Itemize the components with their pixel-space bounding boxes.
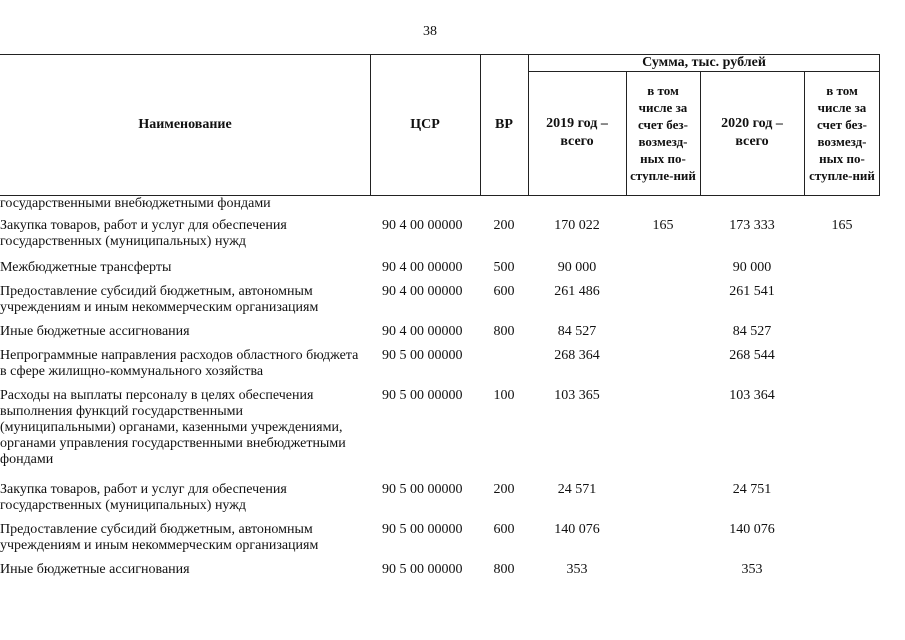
row-vr: 200 [493, 482, 515, 497]
row-vr: 500 [493, 260, 515, 275]
row-vr: 100 [493, 388, 515, 403]
col-divider [804, 71, 805, 196]
row-name: Расходы на выплаты персоналу в целях обеспечения выполнения функций государственными (муниципальными) органами, казенными учреждениями, органами управления государственными внебюджетными фондами [0, 388, 346, 467]
table-row [0, 482, 880, 522]
row-name: Непрограммные направления расходов областного бюджета в сфере жилищно-коммунального хозяйства [0, 348, 359, 379]
row-name: Иные бюджетные ассигнования [0, 324, 190, 339]
row-2020: 140 076 [729, 522, 775, 537]
row-csr: 90 5 00 00000 [382, 522, 463, 537]
table-row [0, 324, 880, 348]
row-name: Предоставление субсидий бюджетным, автономным учреждениям и иным некоммерческим организациям [0, 284, 319, 315]
table-row [0, 522, 880, 562]
row-csr: 90 5 00 00000 [382, 348, 463, 363]
row-csr: 90 5 00 00000 [382, 482, 463, 497]
page-number: 38 [423, 24, 437, 39]
row-2019: 353 [566, 562, 588, 577]
row-2019: 90 000 [557, 260, 597, 275]
table-row [0, 218, 880, 260]
row-vr: 600 [493, 522, 515, 537]
row-name: Предоставление субсидий бюджетным, автономным учреждениям и иным некоммерческим организациям [0, 522, 319, 553]
row-2019: 140 076 [554, 522, 600, 537]
table-row [0, 196, 880, 218]
col-divider [528, 54, 529, 196]
row-csr: 90 4 00 00000 [382, 284, 463, 299]
row-vr: 200 [493, 218, 515, 233]
col-divider [700, 71, 701, 196]
header-csr: ЦСР [410, 117, 440, 132]
row-2020: 268 544 [729, 348, 775, 363]
row-csr: 90 5 00 00000 [382, 388, 463, 403]
budget-table [0, 54, 880, 577]
row-2019: 261 486 [554, 284, 600, 299]
header-2019-total: 2019 год – всего [546, 116, 608, 149]
table-row [0, 348, 880, 388]
row-vr: 800 [493, 324, 515, 339]
row-2020: 353 [741, 562, 763, 577]
header-2020-total: 2020 год – всего [721, 116, 783, 149]
header-name: Наименование [138, 117, 232, 132]
row-2020: 24 751 [732, 482, 772, 497]
table-row [0, 388, 880, 482]
row-2019: 103 365 [554, 388, 600, 403]
row-csr: 90 4 00 00000 [382, 218, 463, 233]
header-sum-group: Сумма, тыс. рублей [642, 54, 766, 70]
row-name: Закупка товаров, работ и услуг для обеспечения государственных (муниципальных) нужд [0, 482, 287, 513]
row-2020: 84 527 [732, 324, 772, 339]
row-2020: 261 541 [729, 284, 775, 299]
row-2019: 268 364 [554, 348, 600, 363]
header-2020-free: в том числе за счет без-возмезд-ных по-ступле-ний [809, 83, 875, 183]
row-2020: 173 333 [729, 218, 775, 233]
row-2019-free: 165 [652, 218, 674, 233]
row-name: государственными внебюджетными фондами [0, 196, 271, 211]
table-row [0, 562, 880, 586]
row-csr: 90 4 00 00000 [382, 324, 463, 339]
table-row [0, 260, 880, 284]
table-body [0, 196, 880, 586]
table-header [0, 54, 880, 196]
col-divider [626, 71, 627, 196]
header-2019-free: в том числе за счет без-возмезд-ных по-ступле-ний [630, 83, 696, 183]
row-2020: 103 364 [729, 388, 775, 403]
row-vr: 800 [493, 562, 515, 577]
col-divider [879, 54, 880, 196]
row-csr: 90 5 00 00000 [382, 562, 463, 577]
row-vr: 600 [493, 284, 515, 299]
row-2020-free: 165 [831, 218, 853, 233]
table-row [0, 284, 880, 324]
row-name: Иные бюджетные ассигнования [0, 562, 190, 577]
row-name: Закупка товаров, работ и услуг для обеспечения государственных (муниципальных) нужд [0, 218, 287, 249]
header-vr: ВР [495, 117, 513, 132]
row-2019: 170 022 [554, 218, 600, 233]
row-csr: 90 4 00 00000 [382, 260, 463, 275]
row-2020: 90 000 [732, 260, 772, 275]
row-2019: 84 527 [557, 324, 597, 339]
row-2019: 24 571 [557, 482, 597, 497]
row-name: Межбюджетные трансферты [0, 260, 172, 275]
